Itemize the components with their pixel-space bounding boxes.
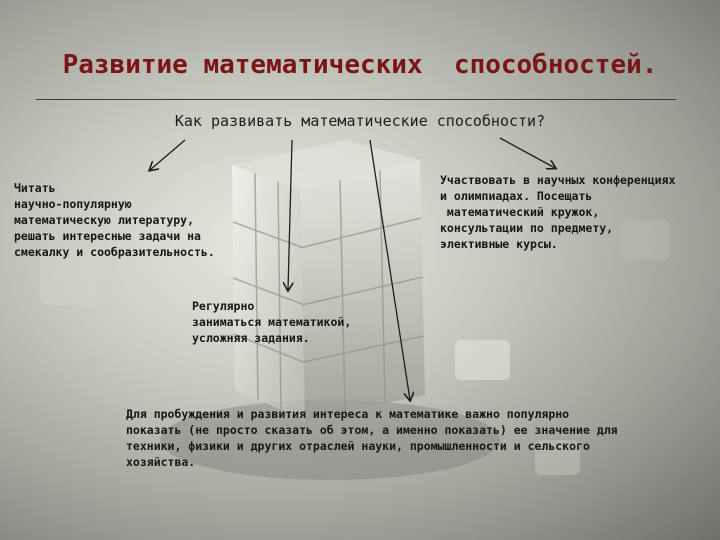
arrow-left [150,140,185,170]
arrow-right [500,138,555,168]
arrow-bottom [370,140,410,400]
text-left: Читать научно-популярную математическую литературу, решать интересные задачи на смекалку и сообразительность. [14,181,215,259]
arrow-middle [288,140,292,290]
text-middle: Регулярно заниматься математикой, усложняя задания. [192,299,352,345]
question-heading: Как развивать математические способности? [174,112,546,130]
slide-title: Развитие математических способностей. [62,50,658,80]
text-right: Участвовать в научных конференциях и олимпиадах. Посещать математический кружок, консультации по предмету, элективные курсы. [440,173,676,251]
text-bottom: Для пробуждения и развития интереса к математике важно популярно показать (не просто сказать об этом, а именно показать) ее значение для техники, физики и других отраслей науки, промышленности и сельского хозяйства. [126,407,618,469]
